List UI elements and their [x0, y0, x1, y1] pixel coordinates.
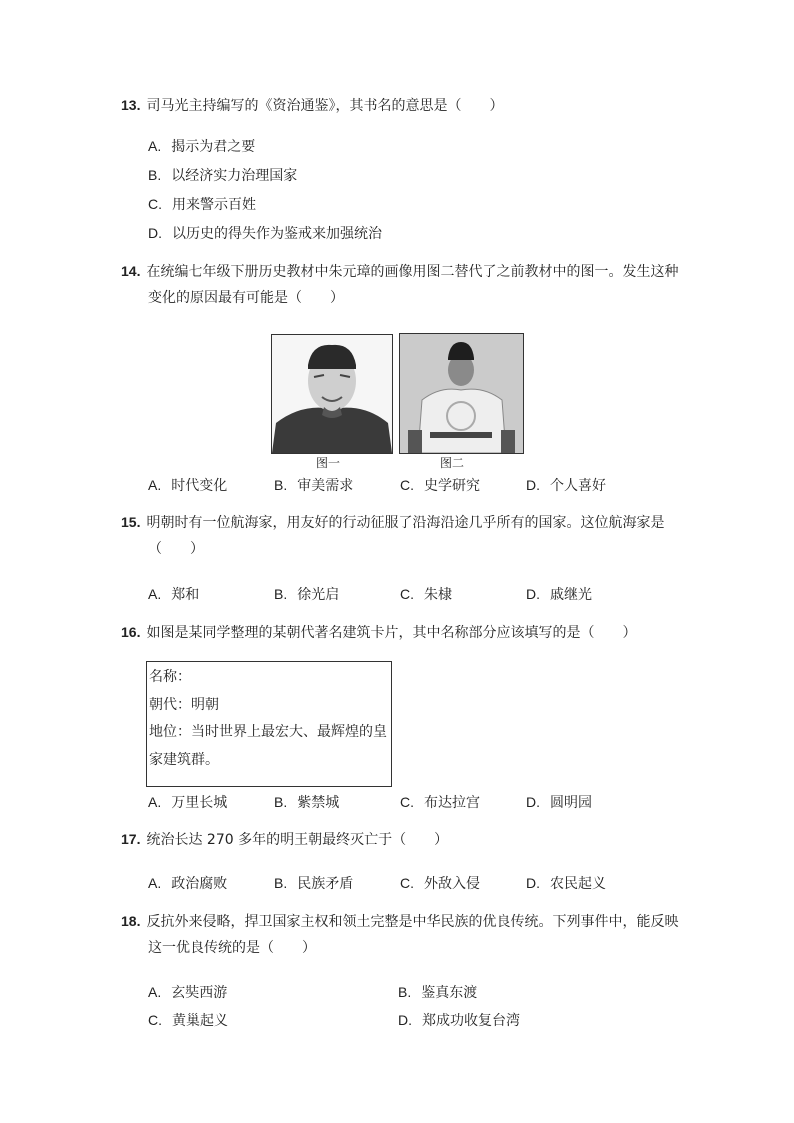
question-text-cont: 这一优良传统的是（ ） — [148, 940, 316, 956]
question-number: 13. — [121, 97, 141, 113]
option-a[interactable]: A. 揭示为君之要 — [148, 138, 256, 155]
option-d[interactable]: D. 个人喜好 — [526, 477, 606, 494]
question-number: 18. — [121, 913, 141, 929]
question-18-stem — [121, 908, 681, 961]
option-a[interactable]: A. 万里长城 — [148, 794, 228, 811]
portrait-figure-1 — [271, 334, 393, 454]
card-name-line: 名称： — [149, 669, 191, 685]
question-text: 在统编七年级下册历史教材中朱元璋的画像用图二替代了之前教材中的图一。发生这种 — [146, 264, 679, 280]
option-c[interactable]: C. 布达拉宫 — [400, 794, 480, 811]
figure-1-caption: 图一 — [316, 456, 341, 470]
question-text: 统治长达 270 多年的明王朝最终灭亡于（ ） — [146, 832, 449, 848]
question-15-stem — [121, 509, 681, 562]
question-text: 明朝时有一位航海家，用友好的行动征服了沿海沿途几乎所有的国家。这位航海家是 — [146, 515, 665, 531]
question-15-options — [148, 580, 652, 609]
option-c[interactable]: C. 朱棣 — [400, 586, 452, 603]
card-dynasty-line: 朝代：明朝 — [149, 696, 219, 713]
question-number: 14. — [121, 263, 141, 279]
question-13-options — [148, 132, 708, 248]
option-a[interactable]: A. 郑和 — [148, 586, 200, 603]
option-b[interactable]: B. 鉴真东渡 — [398, 984, 478, 1001]
portrait-figure-2-image — [400, 334, 523, 453]
question-14-stem — [121, 258, 681, 311]
card-status-line: 地位：当时世界上最宏大、最辉煌的皇 — [149, 724, 387, 740]
option-b[interactable]: B. 徐光启 — [274, 586, 340, 603]
question-text: 司马光主持编写的《资治通鉴》，其书名的意思是（ ） — [146, 98, 504, 114]
question-14-options — [148, 471, 652, 500]
question-text-cont: （ ） — [148, 541, 204, 557]
portrait-figure-2 — [399, 333, 524, 454]
question-17-stem — [121, 826, 681, 853]
question-17-options — [148, 869, 652, 898]
question-number: 17. — [121, 831, 141, 847]
option-d[interactable]: D. 郑成功收复台湾 — [398, 1012, 520, 1029]
option-a[interactable]: A. 玄奘西游 — [148, 984, 228, 1001]
question-18-options-row1 — [148, 978, 648, 1007]
question-number: 16. — [121, 624, 141, 640]
question-text-cont: 变化的原因最有可能是（ ） — [148, 290, 344, 306]
question-text: 如图是某同学整理的某朝代著名建筑卡片，其中名称部分应该填写的是（ ） — [146, 625, 637, 641]
building-card — [146, 661, 392, 787]
option-b[interactable]: B. 以经济实力治理国家 — [148, 167, 298, 184]
question-text: 反抗外来侵略，捍卫国家主权和领土完整是中华民族的优良传统。下列事件中，能反映 — [146, 914, 679, 930]
question-13-stem — [121, 92, 681, 119]
question-16-options — [148, 788, 652, 817]
option-d[interactable]: D. 农民起义 — [526, 875, 606, 892]
option-c[interactable]: C. 外敌入侵 — [400, 875, 480, 892]
option-d[interactable]: D. 圆明园 — [526, 794, 592, 811]
question-number: 15. — [121, 514, 141, 530]
option-b[interactable]: B. 审美需求 — [274, 477, 354, 494]
option-c[interactable]: C. 黄巢起义 — [148, 1012, 228, 1029]
option-b[interactable]: B. 民族矛盾 — [274, 875, 354, 892]
option-d[interactable]: D. 以历史的得失作为鉴戒来加强统治 — [148, 225, 382, 242]
figure-2-caption: 图二 — [440, 456, 465, 470]
option-b[interactable]: B. 紫禁城 — [274, 794, 340, 811]
option-c[interactable]: C. 史学研究 — [400, 477, 480, 494]
option-c[interactable]: C. 用来警示百姓 — [148, 196, 256, 213]
option-a[interactable]: A. 政治腐败 — [148, 875, 228, 892]
option-a[interactable]: A. 时代变化 — [148, 477, 228, 494]
option-d[interactable]: D. 戚继光 — [526, 586, 592, 603]
portrait-figure-1-image — [272, 335, 392, 453]
card-status-line-cont: 家建筑群。 — [149, 751, 219, 768]
question-16-stem — [121, 619, 681, 646]
question-18-options-row2 — [148, 1006, 648, 1035]
